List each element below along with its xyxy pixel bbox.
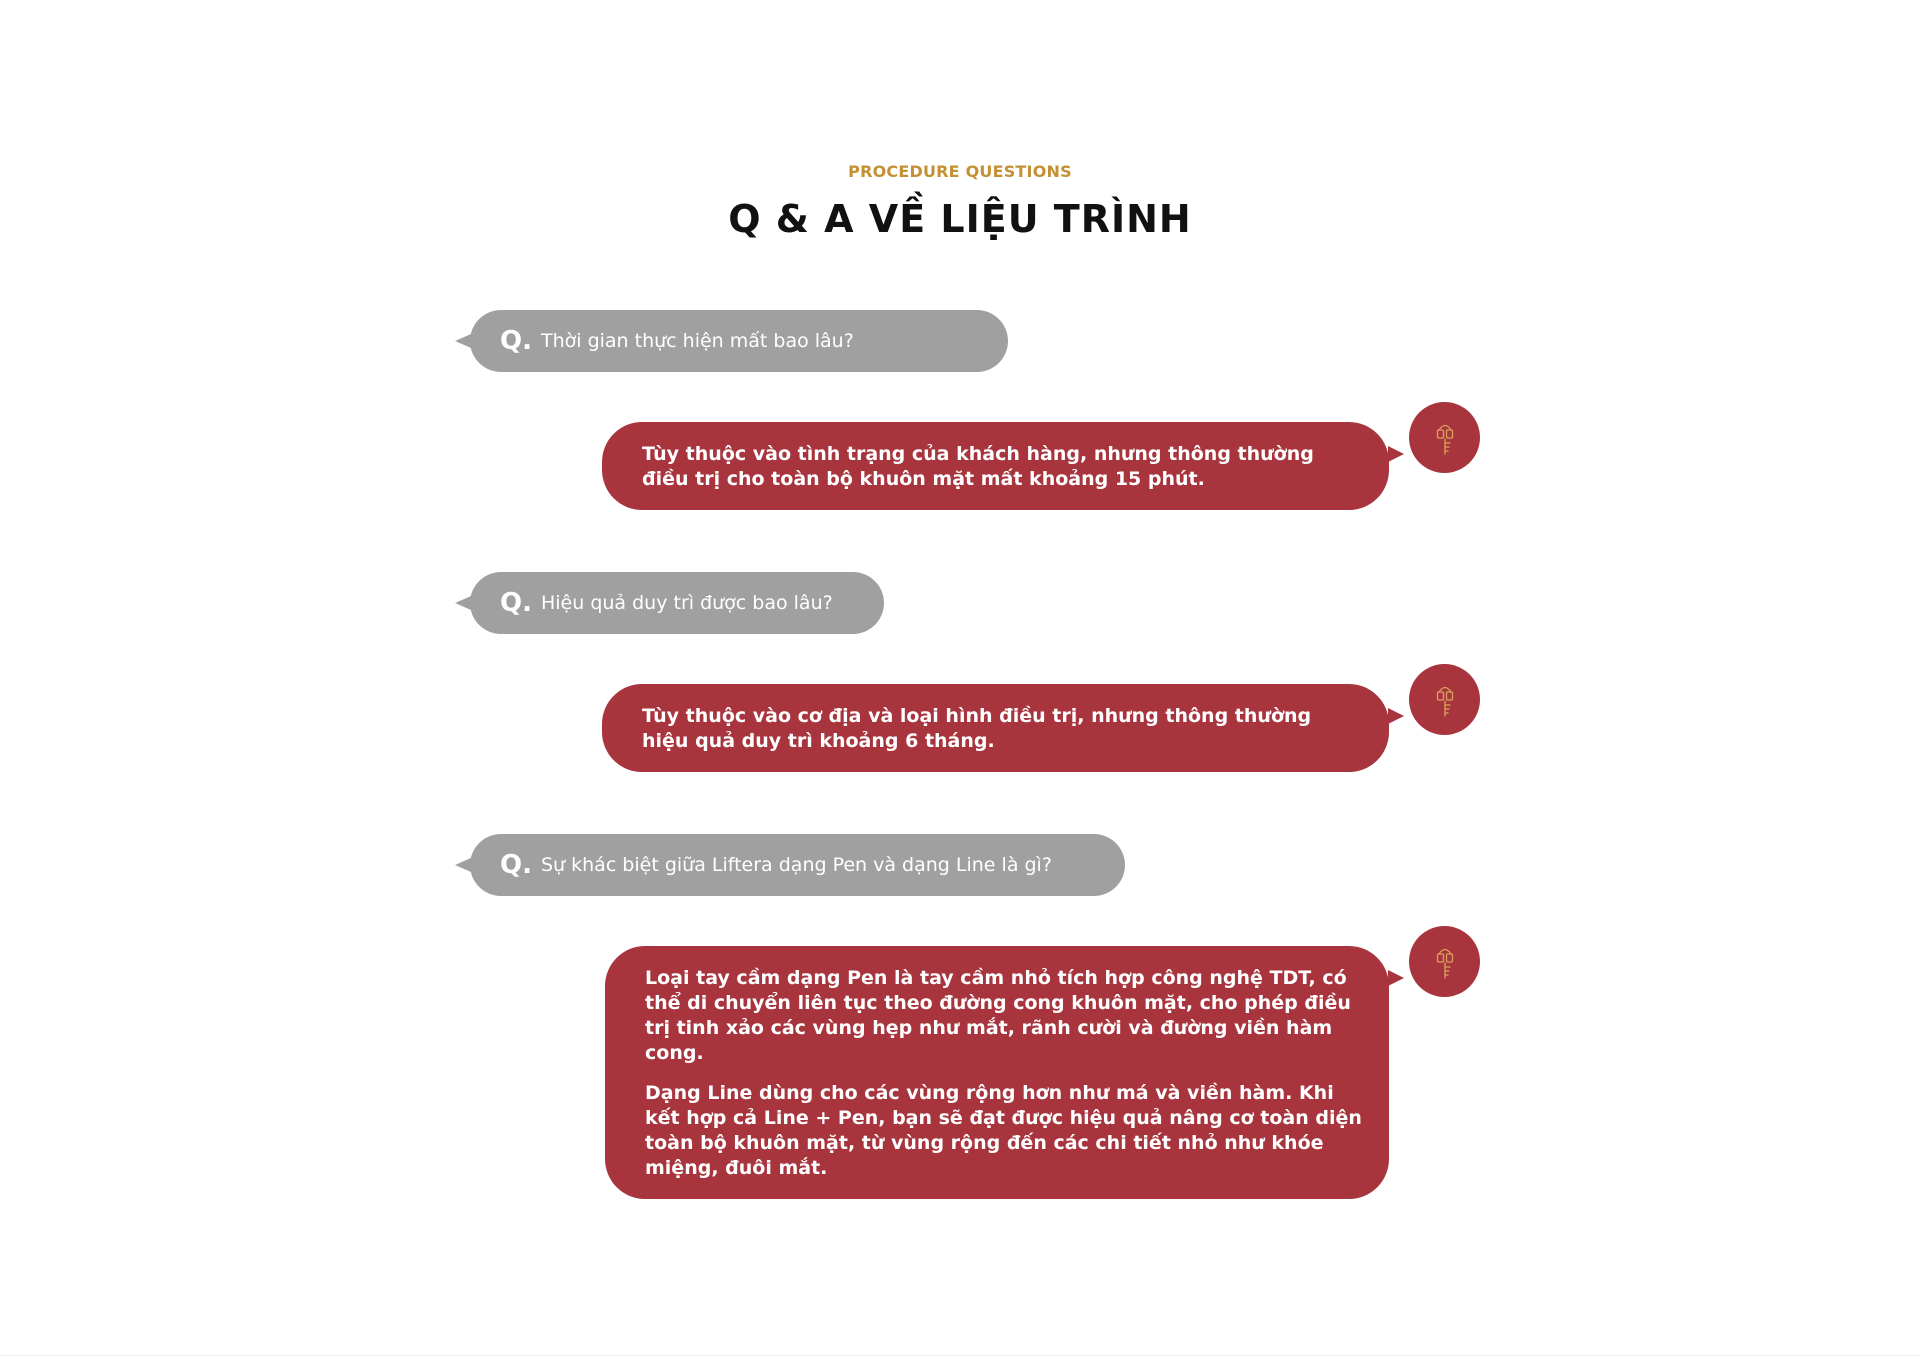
section-header: [0, 160, 1920, 242]
avatar: [1409, 664, 1480, 735]
question-text: Thời gian thực hiện mất bao lâu?: [540, 329, 854, 352]
avatar: [1409, 926, 1480, 997]
question-bubble-3: [470, 834, 1125, 896]
answer-bubble-1: [602, 422, 1389, 510]
page-title: Q & A VỀ LIỆU TRÌNH: [728, 197, 1192, 241]
answer-text: Dạng Line dùng cho các vùng rộng hơn như má và viền hàm. Khi kết hợp cả Line + Pen, bạn sẽ đạt được hiệu quả nâng cơ toàn diện toàn bộ khuôn mặt, từ vùng rộng đến các chi tiết nhỏ như khóe miệng, đuôi mắt.: [645, 1082, 1362, 1179]
answer-bubble-2: [602, 684, 1389, 772]
answer-text: Tùy thuộc vào tình trạng của khách hàng, nhưng thông thường điều trị cho toàn bộ khuôn mặt mất khoảng 15 phút.: [642, 443, 1314, 490]
avatar: [1409, 402, 1480, 473]
question-text: Sự khác biệt giữa Liftera dạng Pen và dạng Line là gì?: [540, 853, 1052, 876]
question-mark: Q.: [500, 850, 532, 880]
liftera-device-icon: [1431, 942, 1459, 982]
answer-text: Tùy thuộc vào cơ địa và loại hình điều trị, nhưng thông thường hiệu quả duy trì khoảng 6 tháng.: [642, 705, 1312, 752]
bottom-divider: [0, 1355, 1920, 1356]
answer-bubble-3: [605, 946, 1389, 1199]
answer-text: Loại tay cầm dạng Pen là tay cầm nhỏ tích hợp công nghệ TDT, có thể di chuyển liên tục theo đường cong khuôn mặt, cho phép điều trị tinh xảo các vùng hẹp như mắt, rãnh cười và đường viền hàm cong.: [645, 967, 1351, 1064]
question-mark: Q.: [500, 326, 532, 356]
question-mark: Q.: [500, 588, 532, 618]
section-eyebrow: PROCEDURE QUESTIONS: [848, 162, 1072, 181]
liftera-device-icon: [1431, 680, 1459, 720]
question-bubble-1: [470, 310, 1008, 372]
question-bubble-2: [470, 572, 884, 634]
liftera-device-icon: [1431, 418, 1459, 458]
question-text: Hiệu quả duy trì được bao lâu?: [540, 591, 833, 614]
